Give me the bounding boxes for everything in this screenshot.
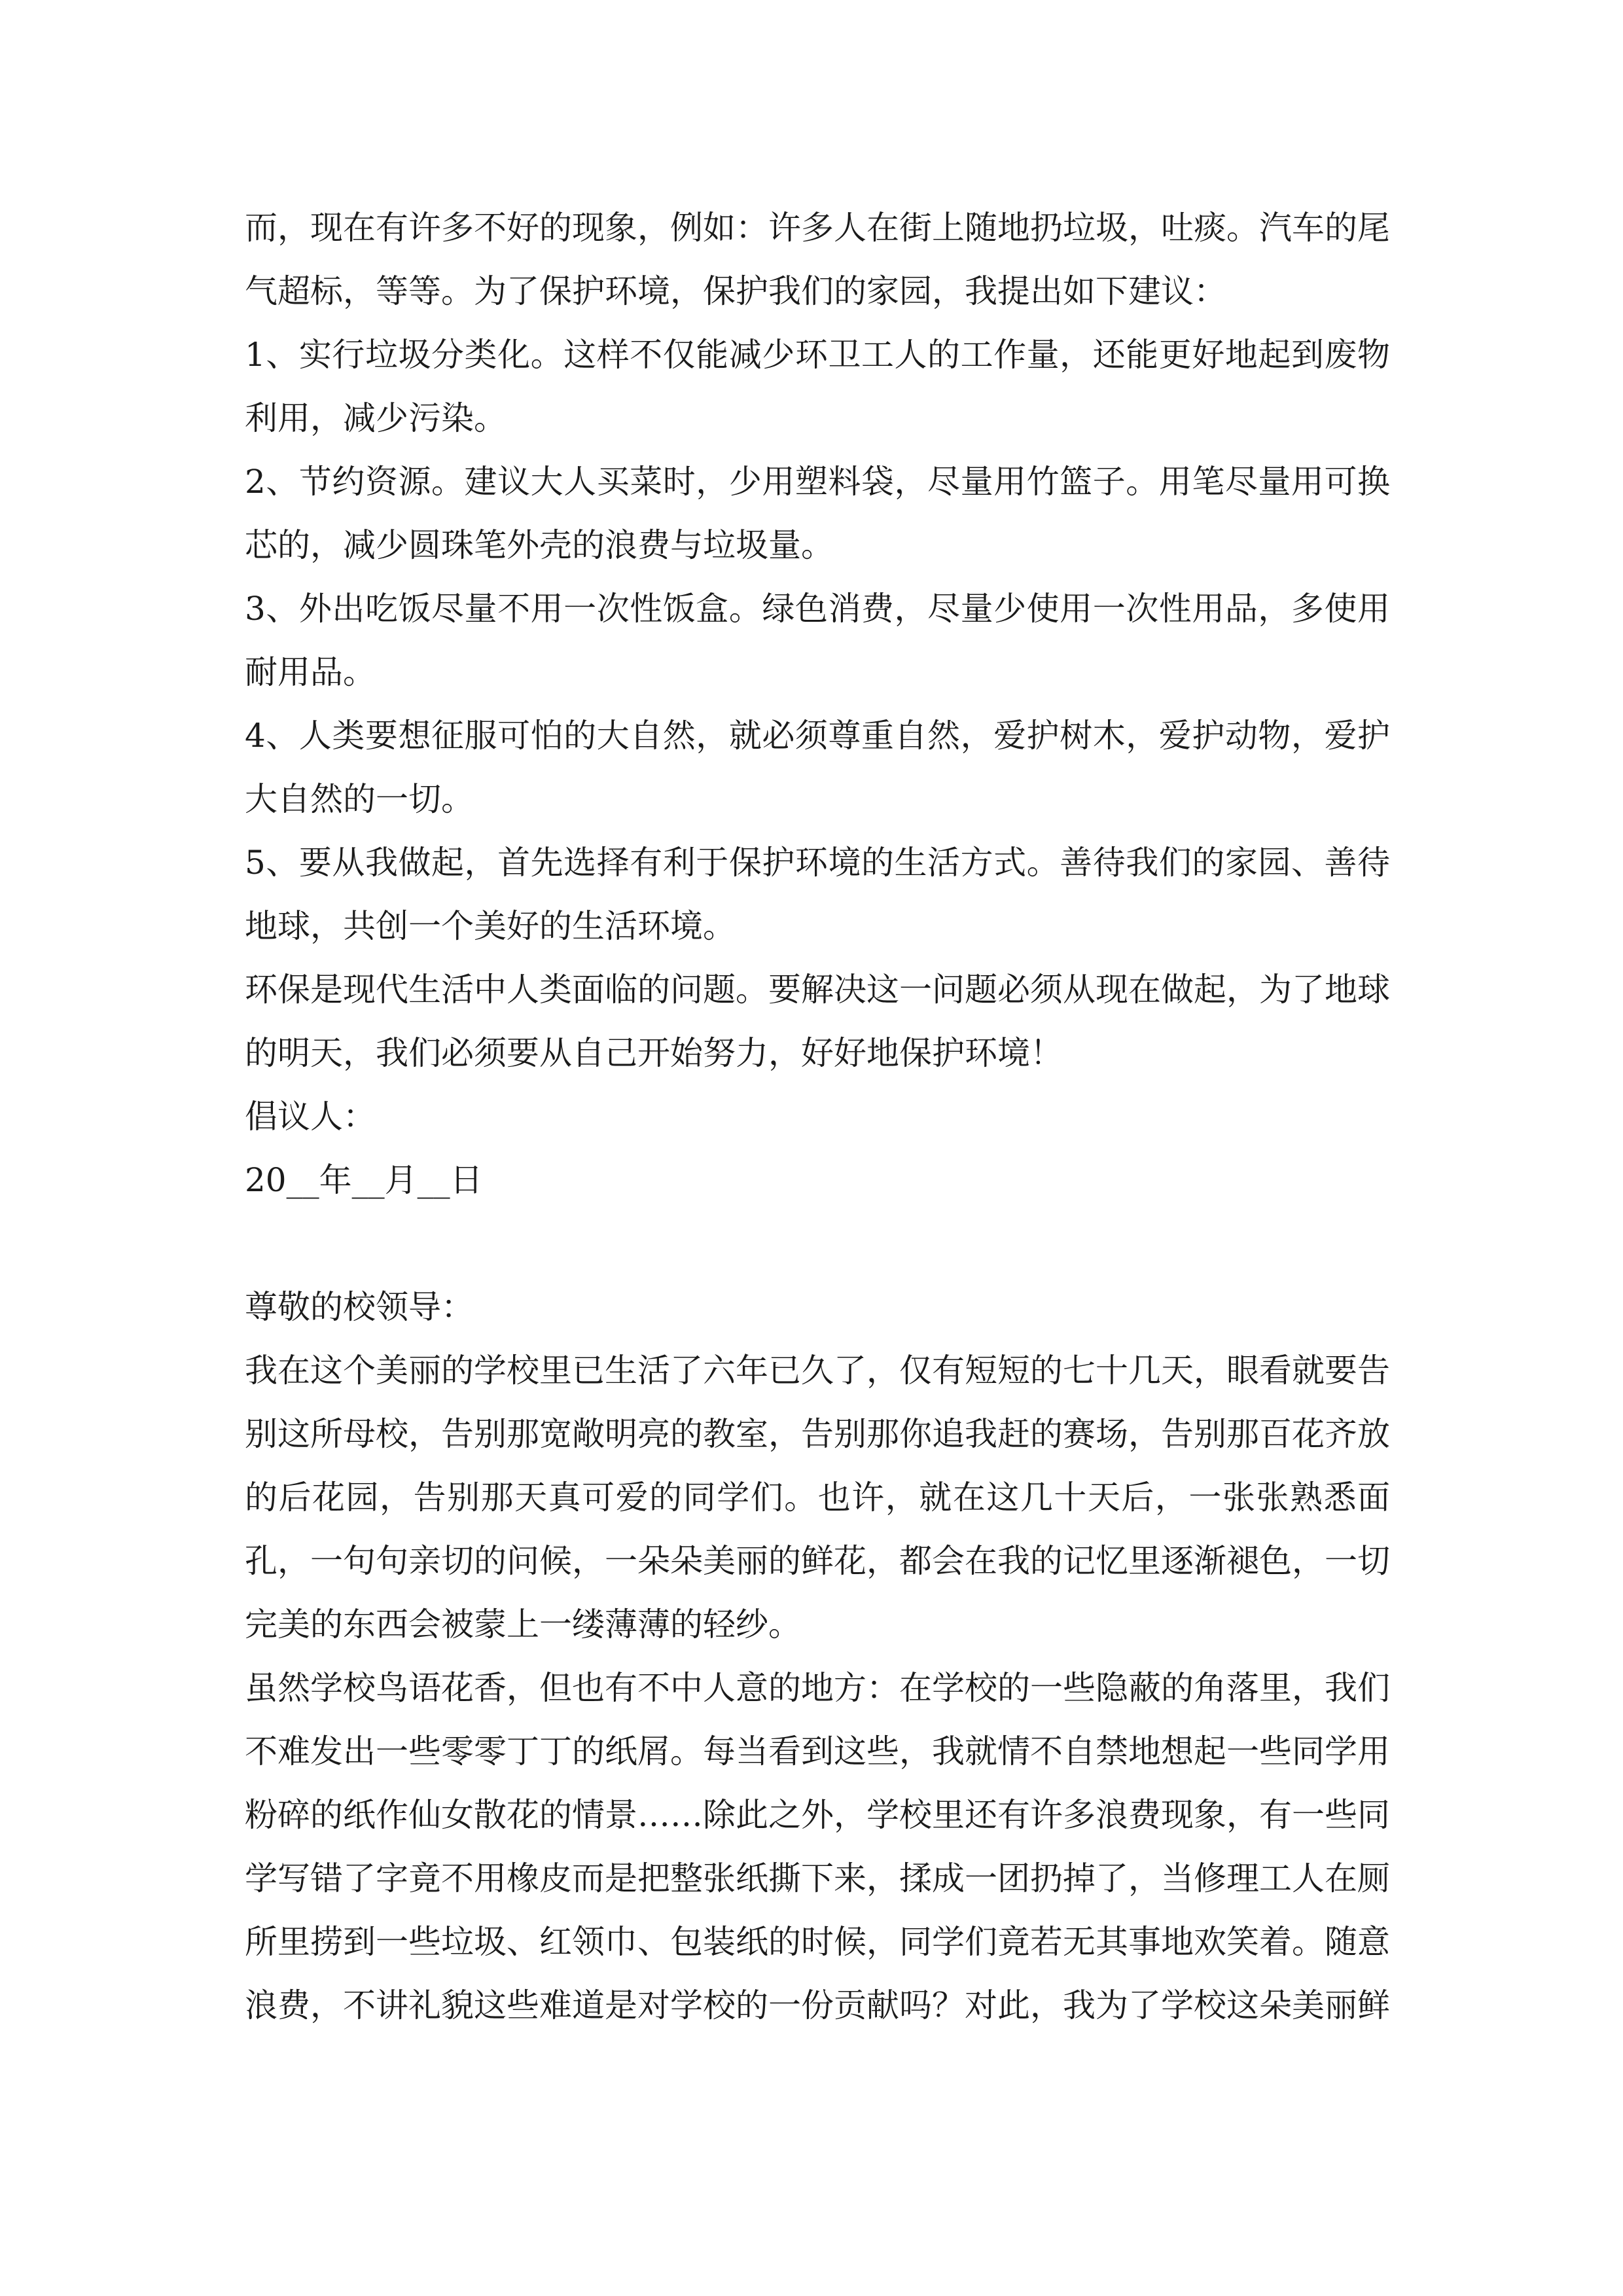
- paragraph-school-problems: 虽然学校鸟语花香，但也有不中人意的地方：在学校的一些隐蔽的角落里，我们不难发出一些零零丁丁的纸屑。每当看到这些，我就情不自禁地想起一些同学用粉碎的纸作仙女散花的情景……除此之外，学校里还有许多浪费现象，有一些同学写错了字竟不用橡皮而是把整张纸撕下来，揉成一团扔掉了，当修理工人在厕所里捞到一些垃圾、红领巾、包装纸的时候，同学们竟若无其事地欢笑着。随意浪费，不讲礼貌这些难道是对学校的一份贡献吗？对此，我为了学校这朵美丽鲜: [245, 1669, 1390, 2024]
- paragraph-school-memories: 我在这个美丽的学校里已生活了六年已久了，仅有短短的七十几天，眼看就要告别这所母校，告别那宽敞明亮的教室，告别那你追我赶的赛场，告别那百花齐放的后花园，告别那天真可爱的同学们。也许，就在这几十天后，一张张熟悉面孔，一句句亲切的问候，一朵朵美丽的鲜花，都会在我的记忆里逐渐褪色，一切完美的东西会被蒙上一缕薄薄的轻纱。: [245, 1352, 1390, 1643]
- suggestion-item-5: 5、要从我做起，首先选择有利于保护环境的生活方式。善待我们的家园、善待地球，共创一个美好的生活环境。: [245, 844, 1390, 945]
- section-gap: [245, 1212, 1390, 1276]
- document-body: [245, 196, 1390, 2037]
- signer-label: 倡议人：: [245, 1098, 376, 1136]
- suggestion-item-3: 3、外出吃饭尽量不用一次性饭盒。绿色消费，尽量少使用一次性用品，多使用耐用品。: [245, 590, 1390, 691]
- paragraph-conclusion: 环保是现代生活中人类面临的问题。要解决这一问题必须从现在做起，为了地球的明天，我们必须要从自己开始努力，好好地保护环境！: [245, 971, 1390, 1072]
- date-line: 20__年__月__日: [245, 1161, 483, 1199]
- paragraph-intro: 而，现在有许多不好的现象，例如：许多人在街上随地扔垃圾，吐痰。汽车的尾气超标，等等。为了保护环境，保护我们的家园，我提出如下建议：: [245, 209, 1390, 310]
- suggestion-item-1: 1、实行垃圾分类化。这样不仅能减少环卫工人的工作量，还能更好地起到废物利用，减少污染。: [245, 336, 1390, 437]
- letter-salutation: 尊敬的校领导：: [245, 1288, 474, 1326]
- suggestion-item-2: 2、节约资源。建议大人买菜时，少用塑料袋，尽量用竹篮子。用笔尽量用可换芯的，减少圆珠笔外壳的浪费与垃圾量。: [245, 463, 1390, 564]
- suggestion-item-4: 4、人类要想征服可怕的大自然，就必须尊重自然，爱护树木，爱护动物，爱护大自然的一切。: [245, 717, 1390, 818]
